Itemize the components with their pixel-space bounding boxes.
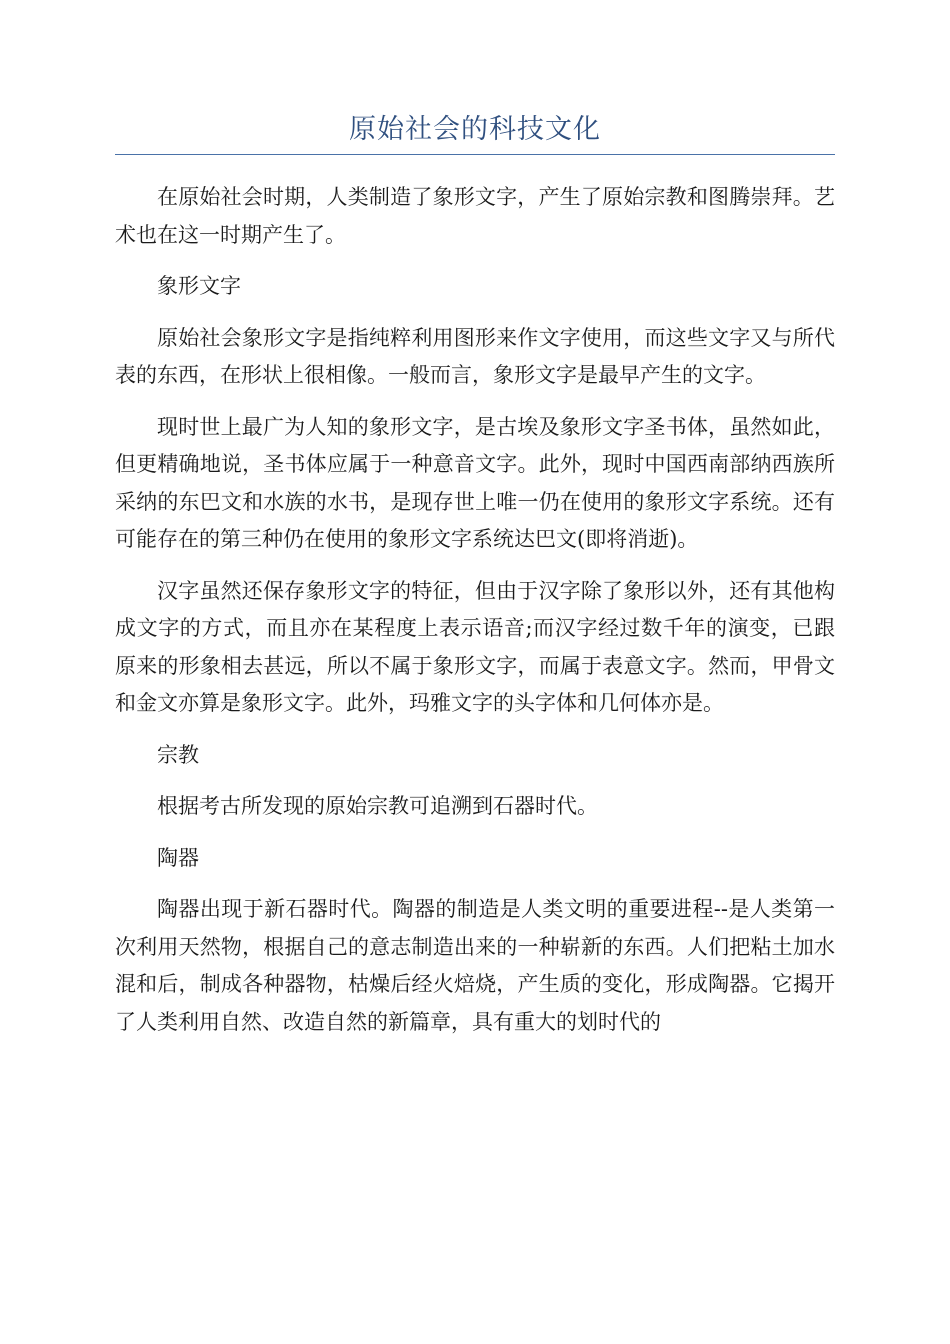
paragraph-religion: 根据考古所发现的原始宗教可追溯到石器时代。	[157, 794, 598, 818]
paragraph-intro: 在原始社会时期，人类制造了象形文字，产生了原始宗教和图腾崇拜。艺术也在这一时期产生了。	[115, 185, 835, 247]
section-heading-pictographs: 象形文字	[157, 274, 241, 298]
section-heading-religion: 宗教	[157, 742, 199, 767]
paragraph-hieroglyphs: 现时世上最广为人知的象形文字，是古埃及象形文字圣书体，虽然如此，但更精确地说，圣书体应属于一种意音文字。此外，现时中国西南部纳西族所采纳的东巴文和水族的水书，是现存世上唯一仍在使用的象形文字系统。还有可能存在的第三种仍在使用的象形文字系统达巴文(即将消逝)。	[115, 414, 835, 551]
document-page	[115, 108, 835, 1055]
paragraph-pictograph-definition: 原始社会象形文字是指纯粹利用图形来作文字使用，而这些文字又与所代表的东西，在形状上很相像。一般而言，象形文字是最早产生的文字。	[115, 325, 835, 387]
document-title: 原始社会的科技文化	[115, 108, 835, 155]
paragraph-chinese-characters: 汉字虽然还保存象形文字的特征，但由于汉字除了象形以外，还有其他构成文字的方式，而且亦在某程度上表示语音;而汉字经过数千年的演变，已跟原来的形象相去甚远，所以不属于象形文字，而属于表意文字。然而，甲骨文和金文亦算是象形文字。此外，玛雅文字的头字体和几何体亦是。	[115, 578, 835, 715]
document-body	[115, 179, 835, 1041]
section-heading-pottery: 陶器	[157, 845, 199, 870]
paragraph-pottery: 陶器出现于新石器时代。陶器的制造是人类文明的重要进程--是人类第一次利用天然物，根据自己的意志制造出来的一种崭新的东西。人们把粘土加水混和后，制成各种器物，枯燥后经火焙烧，产生质的变化，形成陶器。它揭开了人类利用自然、改造自然的新篇章，具有重大的划时代的	[115, 897, 835, 1034]
